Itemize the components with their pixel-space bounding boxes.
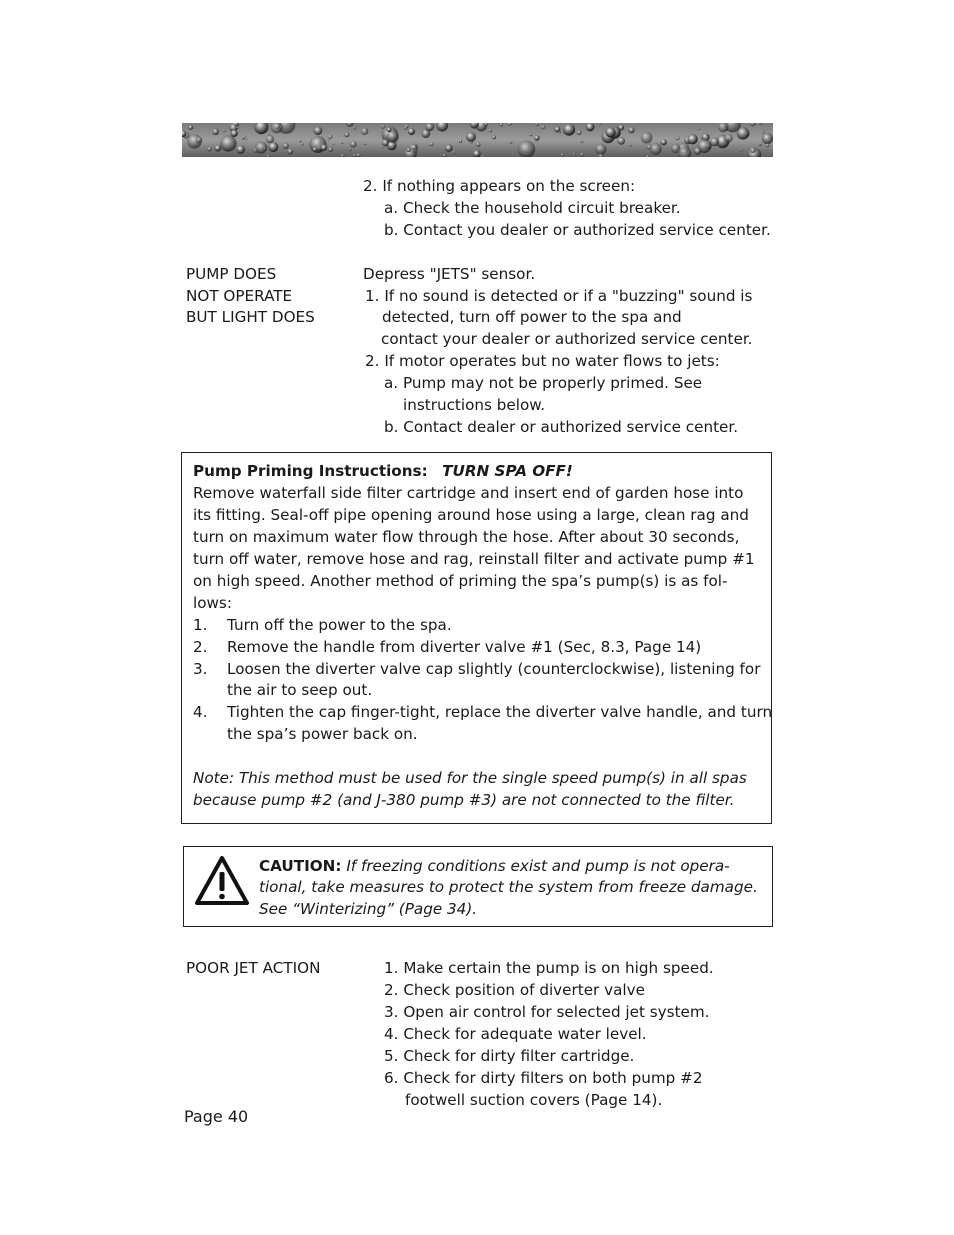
step-number: 3. <box>193 660 208 678</box>
remedy-line: 2. If motor operates but no water flows to jets: <box>365 352 720 370</box>
symptom-label: PUMP DOES <box>186 265 277 283</box>
priming-heading-label: Pump Priming Instructions: <box>193 462 428 480</box>
priming-note: Note: This method must be used for the single speed pump(s) in all spas <box>193 769 747 787</box>
priming-paragraph-line: turn off water, remove hose and rag, reinstall filter and activate pump #1 <box>193 550 755 568</box>
step-text: Remove the handle from diverter valve #1 (Sec, 8.3, Page 14) <box>227 638 702 656</box>
turn-spa-off-warning: TURN SPA OFF! <box>442 462 573 480</box>
caution-text: tional, take measures to protect the system from freeze damage. <box>259 878 758 896</box>
symptom-label: BUT LIGHT DOES <box>186 308 315 326</box>
step-text: the air to seep out. <box>227 681 373 699</box>
priming-paragraph-line: its fitting. Seal-off pipe opening around hose using a large, clean rag and <box>193 506 749 524</box>
symptom-label: POOR JET ACTION <box>186 959 321 977</box>
caution-line <box>259 855 730 877</box>
caution-text: See “Winterizing” (Page 34). <box>259 900 478 918</box>
step-text: Tighten the cap finger-tight, replace the diverter valve handle, and turn <box>227 703 773 721</box>
step-text: Loosen the diverter valve cap slightly (counterclockwise), listening for <box>227 660 761 678</box>
warning-triangle-icon <box>194 855 250 906</box>
remedy-line: 4. Check for adequate water level. <box>384 1025 647 1043</box>
caution-label: CAUTION: <box>259 857 342 875</box>
step-number: 4. <box>193 703 208 721</box>
remedy-line: footwell suction covers (Page 14). <box>405 1091 663 1109</box>
remedy-line: a. Pump may not be properly primed. See <box>384 374 703 392</box>
header-banner <box>182 123 773 157</box>
troubleshoot-line: 2. If nothing appears on the screen: <box>363 177 636 195</box>
remedy-line: 3. Open air control for selected jet system. <box>384 1003 710 1021</box>
remedy-line: 5. Check for dirty filter cartridge. <box>384 1047 635 1065</box>
remedy-line: contact your dealer or authorized service center. <box>381 330 753 348</box>
remedy-line: Depress "JETS" sensor. <box>363 265 536 283</box>
remedy-line: 2. Check position of diverter valve <box>384 981 645 999</box>
troubleshoot-line: a. Check the household circuit breaker. <box>384 199 681 217</box>
remedy-line: 6. Check for dirty filters on both pump #2 <box>384 1069 703 1087</box>
priming-paragraph-line: turn on maximum water flow through the hose. After about 30 seconds, <box>193 528 740 546</box>
priming-note: because pump #2 (and J-380 pump #3) are not connected to the filter. <box>193 791 735 809</box>
priming-paragraph-line: on high speed. Another method of priming the spa’s pump(s) is as fol- <box>193 572 728 590</box>
remedy-line: 1. If no sound is detected or if a "buzzing" sound is <box>365 287 753 305</box>
step-number: 1. <box>193 616 208 634</box>
step-text: the spa’s power back on. <box>227 725 418 743</box>
symptom-label: NOT OPERATE <box>186 287 293 305</box>
priming-heading <box>193 460 573 482</box>
caution-text: If freezing conditions exist and pump is not opera- <box>346 857 730 875</box>
remedy-line: instructions below. <box>403 396 546 414</box>
step-number: 2. <box>193 638 208 656</box>
remedy-line: detected, turn off power to the spa and <box>382 308 682 326</box>
page-number: Page 40 <box>184 1107 249 1126</box>
water-droplets-image <box>182 123 773 157</box>
remedy-line: b. Contact dealer or authorized service center. <box>384 418 739 436</box>
step-text: Turn off the power to the spa. <box>227 616 452 634</box>
priming-paragraph-line: Remove waterfall side filter cartridge and insert end of garden hose into <box>193 484 744 502</box>
priming-paragraph-line: lows: <box>193 594 232 612</box>
troubleshoot-line: b. Contact you dealer or authorized service center. <box>384 221 771 239</box>
remedy-line: 1. Make certain the pump is on high speed. <box>384 959 714 977</box>
